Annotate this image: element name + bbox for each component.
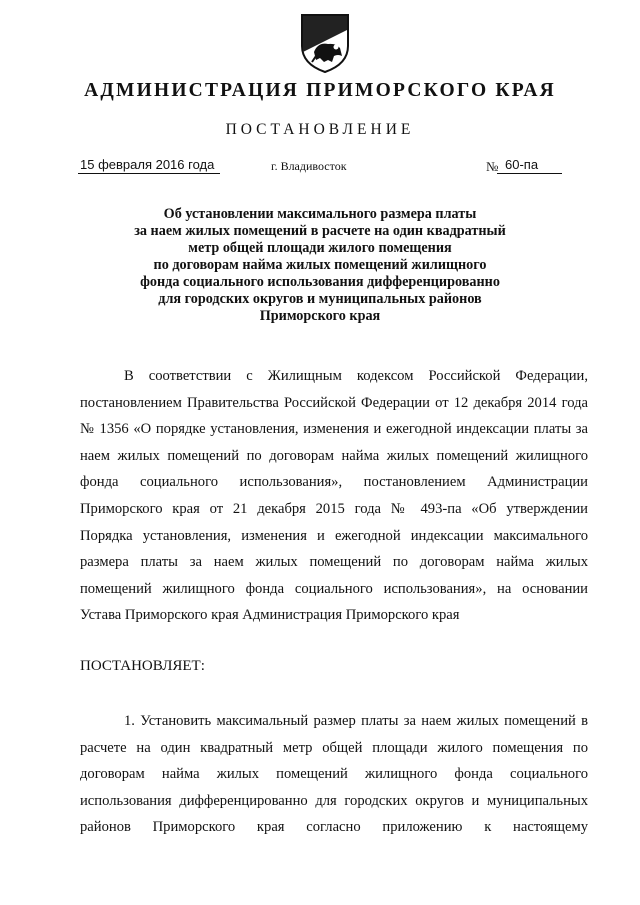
title-line: за наем жилых помещений в расчете на один квадратный (134, 223, 506, 239)
title-line: Об установлении максимального размера платы (163, 206, 477, 222)
clause-1-paragraph (80, 708, 588, 841)
paragraph-line: размера платы за наем жилых помещений по договорам найма жилых (80, 554, 588, 571)
organization-name: АДМИНИСТРАЦИЯ ПРИМОРСКОГО КРАЯ (84, 80, 556, 101)
paragraph-line: постановлением Правительства Российской Федерации от 12 декабря 2014 года (80, 394, 588, 411)
document-title (0, 206, 640, 325)
paragraph-line: помещений жилищного фонда социального использования», на основании (80, 580, 588, 597)
document-number: 60-па (497, 157, 562, 174)
title-line: фонда социального использования дифференцированно (140, 274, 500, 290)
paragraph-line: расчете на один квадратный метр общей площади жилого помещения по (80, 739, 588, 756)
document-type: ПОСТАНОВЛЕНИЕ (225, 121, 415, 138)
paragraph-line: № 1356 «О порядке установления, изменения и ежегодной индексации платы за (80, 421, 588, 438)
paragraph-line: Устава Приморского края Администрация Приморского края (80, 607, 460, 624)
paragraph-line: В соответствии с Жилищным кодексом Российской Федерации, (124, 368, 588, 384)
title-line: метр общей площади жилого помещения (188, 240, 452, 256)
document-date: 15 февраля 2016 года (78, 157, 220, 174)
document-city: г. Владивосток (271, 159, 347, 173)
title-line: Приморского края (259, 308, 381, 324)
title-line: для городских округов и муниципальных районов (158, 291, 482, 307)
preamble-paragraph (80, 363, 588, 629)
coat-of-arms-icon (298, 12, 352, 74)
paragraph-line: использования дифференцированно для городских округов и муниципальных (80, 792, 588, 809)
decree-word: ПОСТАНОВЛЯЕТ: (80, 658, 205, 674)
number-label: № (486, 159, 499, 174)
paragraph-line: фонда социального использования», постановлением Администрации (80, 474, 588, 491)
paragraph-line: договорам найма жилых помещений жилищного фонда социального (80, 766, 588, 783)
paragraph-line: 1. Установить максимальный размер платы за наем жилых помещений в (124, 713, 588, 729)
paragraph-line: районов Приморского края согласно приложению к настоящему (80, 819, 588, 836)
paragraph-line: Приморского края от 21 декабря 2015 года № 493-па «Об утверждении (80, 500, 588, 517)
title-line: по договорам найма жилых помещений жилищного (153, 257, 487, 273)
paragraph-line: Порядка установления, изменения и ежегодной индексации максимального (80, 527, 588, 544)
paragraph-line: наем жилых помещений по договорам найма жилых помещений жилищного (80, 447, 588, 464)
